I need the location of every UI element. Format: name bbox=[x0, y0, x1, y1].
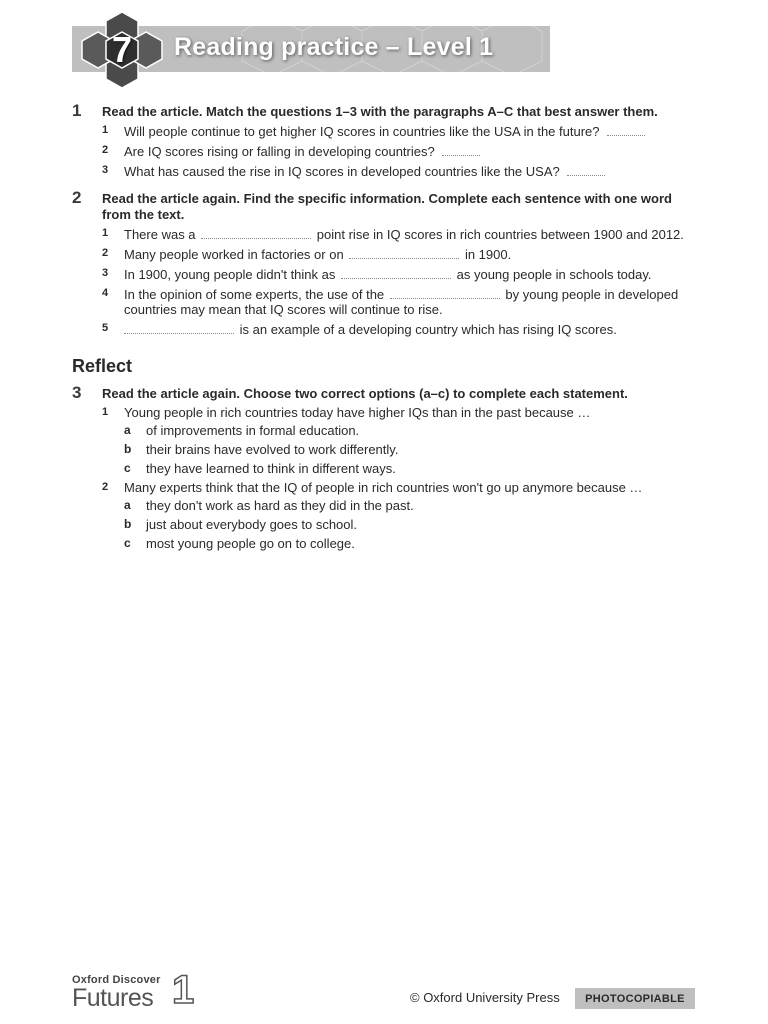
option-text: their brains have evolved to work differently. bbox=[146, 442, 399, 457]
item-number: 2 bbox=[102, 144, 109, 156]
item-text-before: In the opinion of some experts, the use of the bbox=[124, 287, 385, 302]
item-text: Many experts think that the IQ of people in rich countries won't go up anymore because … bbox=[124, 480, 643, 495]
item-text-after: is an example of a developing country which has rising IQ scores. bbox=[239, 322, 617, 337]
unit-badge bbox=[76, 10, 168, 90]
sentence-list bbox=[102, 226, 692, 337]
logo-title: Futures bbox=[72, 984, 154, 1012]
exercise-number: 3 bbox=[72, 383, 82, 402]
answer-blank[interactable] bbox=[201, 226, 311, 239]
item-number: 3 bbox=[102, 267, 109, 279]
option-item[interactable] bbox=[124, 461, 692, 476]
option-text: they have learned to think in different ways. bbox=[146, 461, 396, 476]
exercise-instruction: Read the article again. Find the specific information. Complete each sentence with one word from the text. bbox=[102, 191, 672, 222]
option-letter: b bbox=[124, 517, 132, 531]
option-text: most young people go on to college. bbox=[146, 536, 355, 551]
item-text: Are IQ scores rising or falling in developing countries? bbox=[124, 144, 435, 159]
photocopiable-badge: PHOTOCOPIABLE bbox=[575, 988, 695, 1009]
option-item[interactable] bbox=[124, 498, 692, 513]
answer-blank[interactable] bbox=[341, 266, 451, 279]
item-number: 5 bbox=[102, 322, 109, 334]
item-text-after: point rise in IQ scores in rich countries between 1900 and 2012. bbox=[316, 227, 684, 242]
copyright-notice: © Oxford University Press bbox=[410, 990, 560, 1005]
list-item bbox=[102, 226, 692, 242]
item-text-after: in 1900. bbox=[464, 247, 512, 262]
exercise-number: 2 bbox=[72, 188, 82, 207]
option-letter: a bbox=[124, 498, 131, 512]
unit-number: 7 bbox=[111, 29, 133, 70]
exercise-instruction: Read the article again. Choose two correct options (a–c) to complete each statement. bbox=[102, 386, 628, 401]
exercise-1 bbox=[72, 101, 692, 183]
list-item bbox=[102, 143, 692, 159]
list-item bbox=[102, 246, 692, 262]
item-number: 1 bbox=[102, 227, 109, 239]
option-item[interactable] bbox=[124, 442, 692, 457]
answer-blank[interactable] bbox=[390, 286, 500, 299]
item-text-after: as young people in schools today. bbox=[456, 267, 652, 282]
item-text-before: There was a bbox=[124, 227, 196, 242]
item-number: 2 bbox=[102, 247, 109, 259]
exercise-number: 1 bbox=[72, 101, 82, 120]
item-text: What has caused the rise in IQ scores in developed countries like the USA? bbox=[124, 164, 560, 179]
option-letter: b bbox=[124, 442, 132, 456]
option-letter: c bbox=[124, 461, 131, 475]
list-item bbox=[102, 266, 692, 282]
question-list bbox=[102, 123, 692, 179]
logo-level-number: 1 bbox=[172, 968, 195, 1012]
option-text: of improvements in formal education. bbox=[146, 423, 360, 438]
reflect-heading: Reflect bbox=[72, 356, 133, 376]
item-text-before: Many people worked in factories or on bbox=[124, 247, 344, 262]
statement-list bbox=[102, 405, 692, 551]
item-number: 2 bbox=[102, 481, 109, 493]
answer-blank[interactable] bbox=[349, 246, 459, 259]
option-item[interactable] bbox=[124, 517, 692, 532]
exercise-2 bbox=[72, 188, 692, 341]
list-item bbox=[102, 321, 692, 337]
list-item bbox=[102, 163, 692, 179]
option-list bbox=[124, 423, 692, 476]
item-text: Will people continue to get higher IQ scores in countries like the USA in the future? bbox=[124, 124, 600, 139]
exercise-instruction: Read the article. Match the questions 1–3 with the paragraphs A–C that best answer them. bbox=[102, 104, 658, 119]
item-text-after: by young people in developed countries may mean that IQ scores will continue to rise. bbox=[124, 287, 679, 317]
option-letter: c bbox=[124, 536, 131, 550]
option-text: just about everybody goes to school. bbox=[146, 517, 358, 532]
item-text-before: In 1900, young people didn't think as bbox=[124, 267, 336, 282]
page-title: Reading practice – Level 1 bbox=[174, 33, 494, 61]
list-item bbox=[102, 480, 692, 551]
option-item[interactable] bbox=[124, 423, 692, 438]
item-number: 1 bbox=[102, 406, 109, 418]
item-number: 3 bbox=[102, 164, 109, 176]
logo-series-name: Oxford Discover bbox=[72, 974, 161, 986]
option-letter: a bbox=[124, 423, 131, 437]
option-text: they don't work as hard as they did in the past. bbox=[146, 498, 414, 513]
list-item bbox=[102, 286, 692, 317]
list-item bbox=[102, 123, 692, 139]
option-list bbox=[124, 498, 692, 551]
item-number: 4 bbox=[102, 287, 109, 299]
answer-blank[interactable] bbox=[567, 163, 605, 176]
item-number: 1 bbox=[102, 124, 109, 136]
list-item bbox=[102, 405, 692, 476]
answer-blank[interactable] bbox=[607, 123, 645, 136]
answer-blank[interactable] bbox=[124, 321, 234, 334]
exercise-3 bbox=[72, 383, 692, 555]
option-item[interactable] bbox=[124, 536, 692, 551]
item-text: Young people in rich countries today have higher IQs than in the past because … bbox=[124, 405, 591, 420]
answer-blank[interactable] bbox=[442, 143, 480, 156]
